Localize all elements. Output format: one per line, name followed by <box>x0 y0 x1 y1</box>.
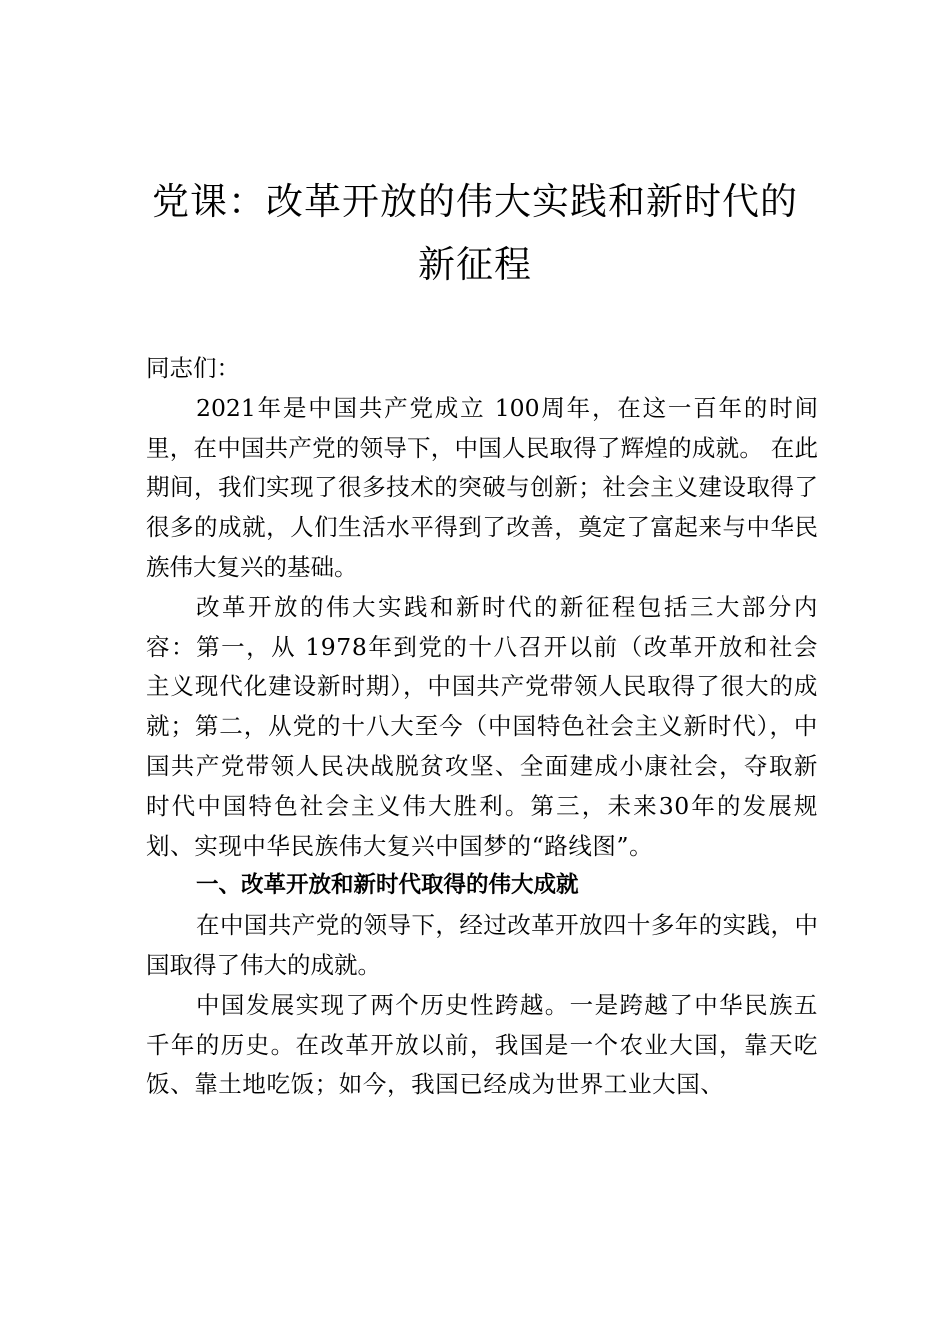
document-body <box>146 349 818 1105</box>
section-heading: 一、改革开放和新时代取得的伟大成就 <box>196 872 579 899</box>
paragraph-leaps: 中国发展实现了两个历史性跨越。一是跨越了中华民族五千年的历史。在改革开放以前，我国是一个农业大国，靠天吃饭、靠土地吃饭；如今，我国已经成为世界工业大国、 <box>146 990 818 1099</box>
paragraph-overview: 改革开放的伟大实践和新时代的新征程包括三大部分内容：第一，从 1978年到党的十八召开以前（改革开放和社会主义现代化建设新时期），中国共产党带领人民取得了很大的成就；第二，从党的十八大至今（中国特色社会主义新时代），中国共产党带领人民决战脱贫攻坚、全面建成小康社会，夺取新时代中国特色社会主义伟大胜利。第三，未来30年的发展规划、实现中华民族伟大复兴中国梦的“路线图”。 <box>146 592 818 860</box>
paragraph-achievements: 在中国共产党的领导下，经过改革开放四十多年的实践，中国取得了伟大的成就。 <box>146 911 818 979</box>
document-title: 党课：改革开放的伟大实践和新时代的新征程 <box>152 180 798 286</box>
salutation: 同志们： <box>146 354 240 382</box>
paragraph-intro: 2021年是中国共产党成立 100周年，在这一百年的时间里，在中国共产党的领导下，中国人民取得了辉煌的成就。 在此期间，我们实现了很多技术的突破与创新；社会主义建设取得了很多的成就，人们生活水平得到了改善，奠定了富起来与中华民族伟大复兴的基础。 <box>146 393 818 581</box>
